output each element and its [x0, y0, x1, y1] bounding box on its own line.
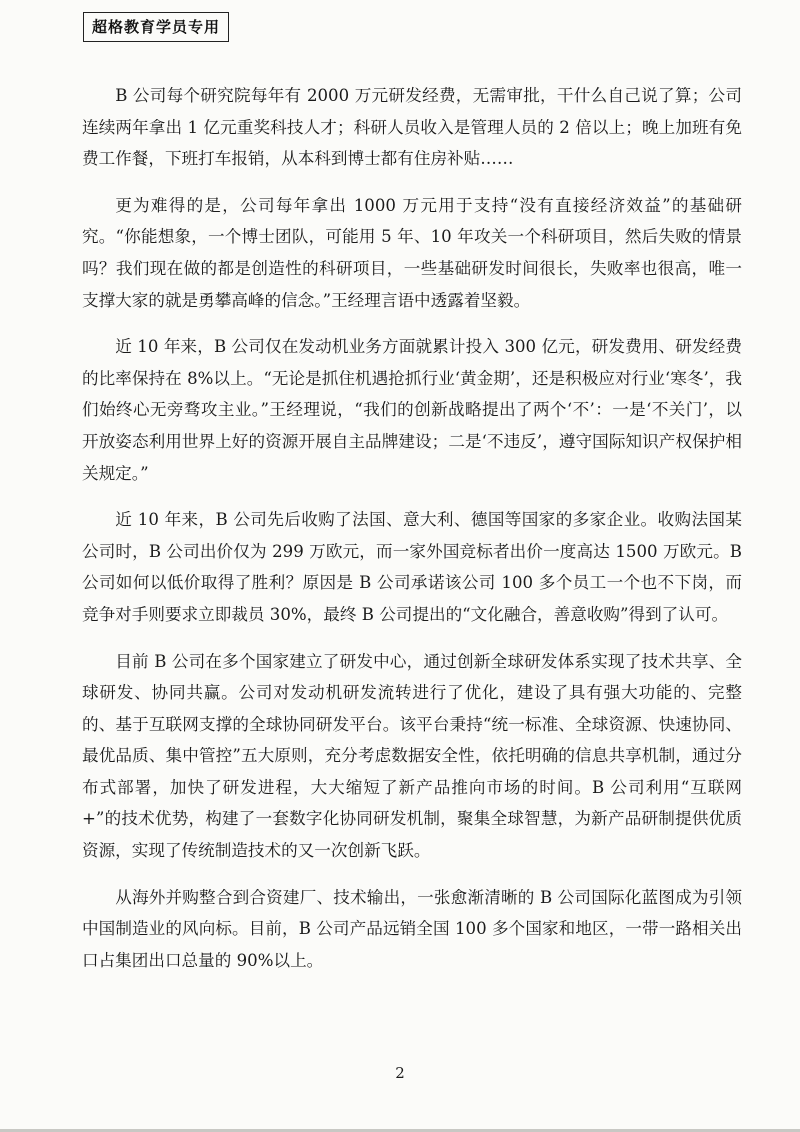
document-body — [82, 80, 742, 991]
paragraph-investment: 近 10 年来，B 公司仅在发动机业务方面就累计投入 300 亿元，研发费用、研发经费的比率保持在 8%以上。“无论是抓住机遇抢抓行业‘黄金期’，还是积极应对行业‘寒冬’，我们始终心无旁骛攻主业。”王经理说，“我们的创新战略提出了两个‘不’：一是‘不关门’，以开放姿态利用世界上好的资源开展自主品牌建设；二是‘不违反’，遵守国际知识产权保护相关规定。” — [82, 337, 742, 483]
paragraph-funding: B 公司每个研究院每年有 2000 万元研发经费，无需审批，干什么自己说了算；公司连续两年拿出 1 亿元重奖科技人才；科研人员收入是管理人员的 2 倍以上；晚上加班有免费工作餐，下班打车报销，从本科到博士都有住房补贴…… — [82, 86, 742, 169]
page-number: 2 — [395, 1064, 405, 1082]
paragraph-basic-research: 更为难得的是，公司每年拿出 1000 万元用于支持“没有直接经济效益”的基础研究。“你能想象，一个博士团队，可能用 5 年、10 年攻关一个科研项目，然后失败的情景吗？我们现在做的都是创造性的科研项目，一些基础研发时间很长，失败率也很高，唯一支撑大家的就是勇攀高峰的信念。”王经理言语中透露着坚毅。 — [82, 195, 742, 310]
watermark-stamp: 超格教育学员专用 — [83, 12, 229, 42]
paragraph-acquisitions: 近 10 年来，B 公司先后收购了法国、意大利、德国等国家的多家企业。收购法国某公司时，B 公司出价仅为 299 万欧元，而一家外国竞标者出价一度高达 1500 万欧元。B 公司如何以低价取得了胜利？原因是 B 公司承诺该公司 100 多个员工一个也不下岗，而竞争对手则要求立即裁员 30%，最终 B 公司提出的“文化融合，善意收购”得到了认可。 — [82, 510, 742, 624]
paragraph-global-rd: 目前 B 公司在多个国家建立了研发中心，通过创新全球研发体系实现了技术共享、全球研发、协同共赢。公司对发动机研发流转进行了优化，建设了具有强大功能的、完整的、基于互联网支撑的全球协同研发平台。该平台秉持“统一标准、全球资源、快速协同、最优品质、集中管控”五大原则，充分考虑数据安全性，依托明确的信息共享机制，通过分布式部署，加快了研发进程，大大缩短了新产品推向市场的时间。B 公司利用“互联网+”的技术优势，构建了一套数字化协同研发机制，聚集全球智慧，为新产品研制提供优质资源，实现了传统制造技术的又一次创新飞跃。 — [82, 651, 742, 861]
paragraph-internationalization: 从海外并购整合到合资建厂、技术输出，一张愈渐清晰的 B 公司国际化蓝图成为引领中国制造业的风向标。目前，B 公司产品远销全国 100 多个国家和地区，一带一路相关出口占集团出口总量的 90%以上。 — [82, 887, 742, 970]
